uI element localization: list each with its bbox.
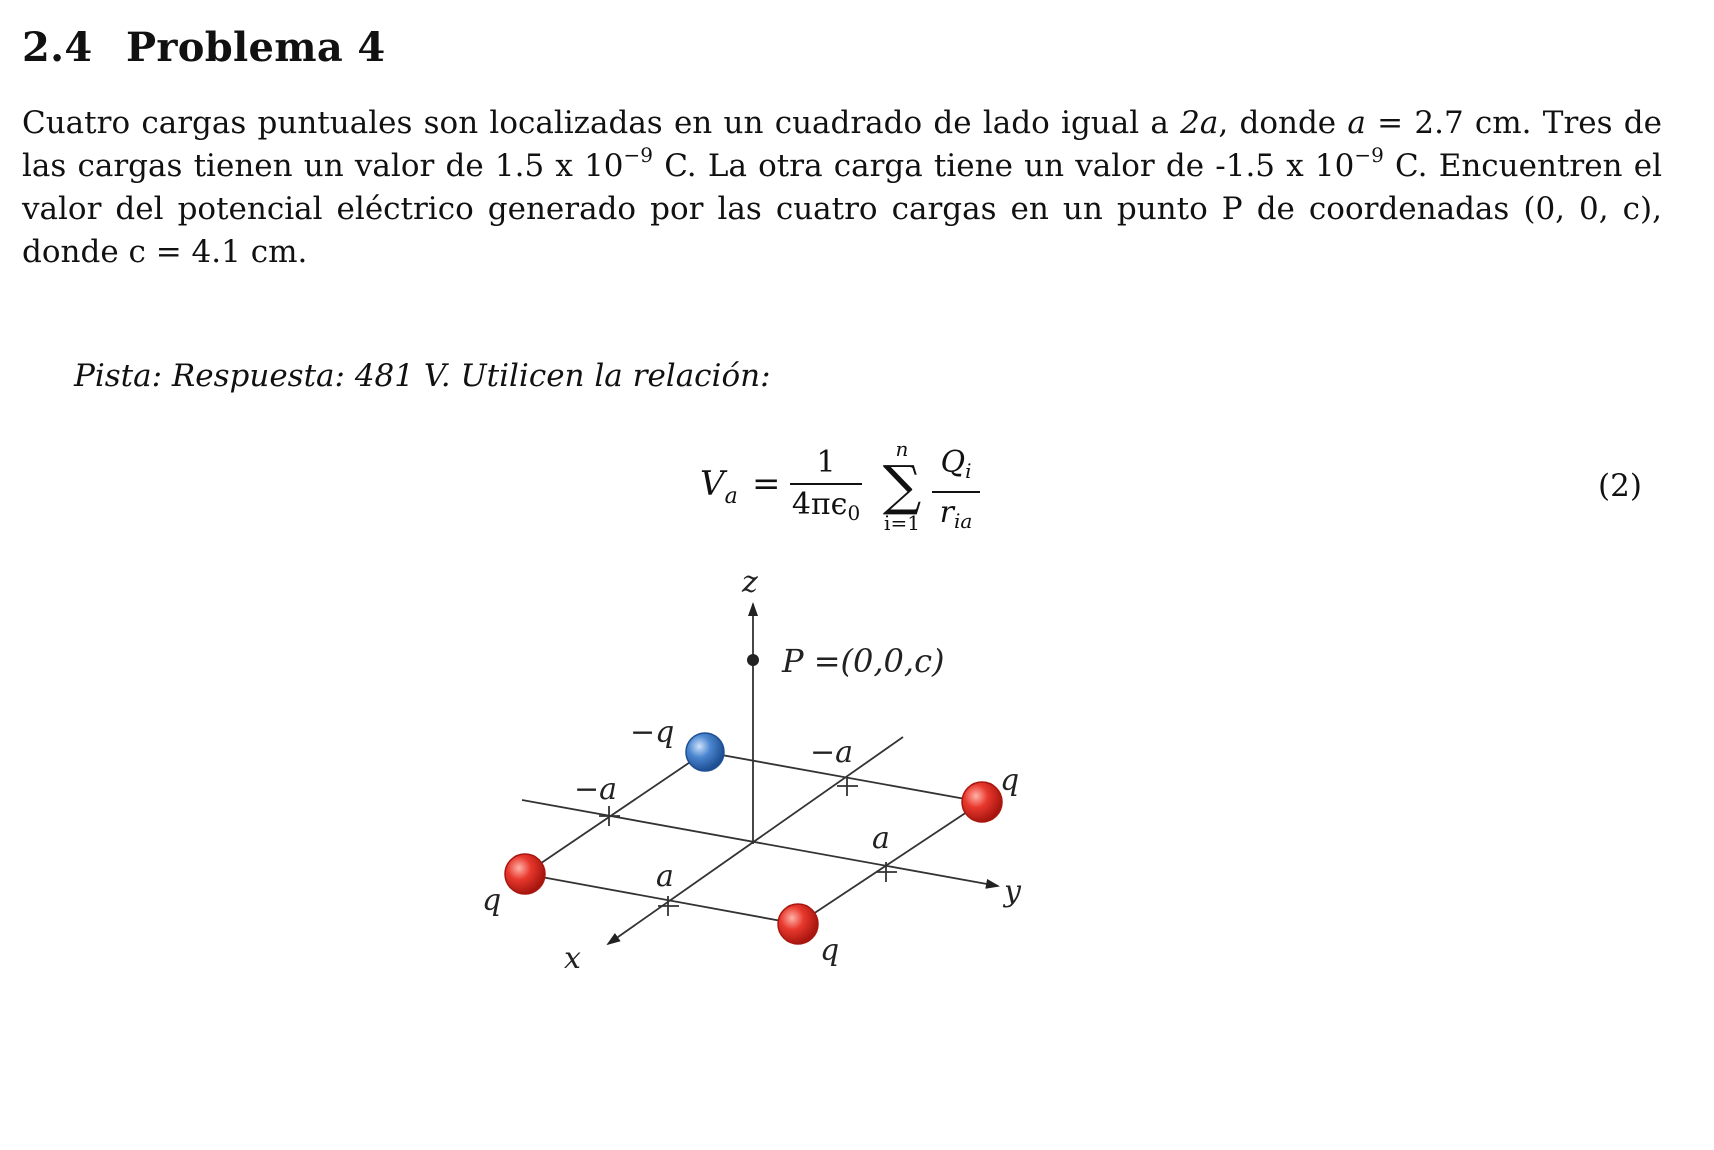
y-axis-label: y — [1004, 874, 1021, 909]
positive-charge-right — [962, 782, 1002, 822]
x-axis-label: x — [564, 941, 581, 976]
coefficient-den-text: 4πϵ — [791, 487, 848, 522]
y-axis — [522, 800, 998, 886]
summation — [876, 438, 928, 534]
charges-figure — [482, 565, 1120, 1090]
square-edge-left — [525, 752, 705, 874]
variable-a: a — [1347, 105, 1366, 141]
equation-lhs — [700, 464, 738, 509]
front-charge-label: q — [820, 933, 840, 968]
square-edge-right — [798, 802, 982, 924]
section-title: Problema 4 — [126, 24, 386, 71]
coefficient-den-sub: 0 — [847, 501, 861, 525]
hint-text: Pista: Respuesta: 481 V. Utilicen la relación: — [74, 358, 771, 394]
a-y-label: a — [872, 821, 890, 856]
exponent-1: −9 — [623, 143, 653, 167]
term-fraction — [932, 446, 980, 538]
potential-equation — [700, 438, 1000, 548]
a-x-label: a — [656, 859, 674, 894]
negative-charge-label: −q — [630, 715, 675, 750]
term-num-text: Q — [940, 445, 966, 480]
right-charge-label: q — [1000, 763, 1020, 798]
equation-number: (2) — [1598, 468, 1642, 504]
point-p-label: P =(0,0,c) — [782, 642, 945, 680]
side-length: 2a — [1180, 105, 1219, 141]
positive-charge-front — [778, 904, 818, 944]
sigma-symbol: ∑ — [882, 454, 922, 517]
sum-lower-limit: i=1 — [884, 511, 920, 535]
z-axis-label: z — [742, 565, 758, 600]
coefficient-denominator — [790, 488, 862, 530]
negative-charge — [686, 733, 724, 771]
problem-text-1: Cuatro cargas puntuales son localizadas en un cuadrado de lado igual a — [22, 105, 1181, 141]
fraction-bar — [790, 483, 862, 485]
section-heading — [22, 24, 385, 71]
term-fraction-bar — [932, 491, 980, 493]
point-p — [747, 654, 759, 666]
problem-text-4: C. La otra carga tiene un valor de -1.5 x 10 — [653, 148, 1355, 184]
charges-diagram — [482, 565, 1120, 1090]
neg-a-y-label: −a — [810, 735, 854, 770]
coefficient-fraction — [790, 446, 862, 530]
term-denominator — [932, 496, 980, 538]
term-num-sub: i — [965, 459, 972, 483]
positive-charge-left — [505, 854, 545, 894]
coefficient-numerator: 1 — [816, 445, 836, 480]
problem-text-3: = 2.7 cm. Tres de las cargas tienen un valor de 1.5 x 10 — [22, 105, 1662, 184]
neg-a-x-label: −a — [574, 772, 618, 807]
equation-v-sub: a — [724, 484, 738, 509]
sum-upper-limit: n — [895, 437, 909, 461]
x-axis — [608, 737, 903, 944]
exponent-2: −9 — [1354, 143, 1384, 167]
equation-equals: = — [752, 464, 781, 504]
section-number: 2.4 — [22, 24, 93, 71]
problem-statement — [22, 102, 1662, 274]
term-den-text: r — [939, 495, 954, 530]
problem-text-5: C. Encuentren el valor del potencial eléctrico generado por las cuatro cargas en un punto P de coordenadas (0, 0, c), donde c = 4.1 cm. — [22, 148, 1662, 270]
term-numerator — [932, 446, 980, 488]
left-charge-label: q — [482, 883, 502, 918]
problem-text-2: , donde — [1218, 105, 1348, 141]
equation-v: V — [700, 464, 725, 504]
term-den-sub: ia — [954, 509, 973, 533]
